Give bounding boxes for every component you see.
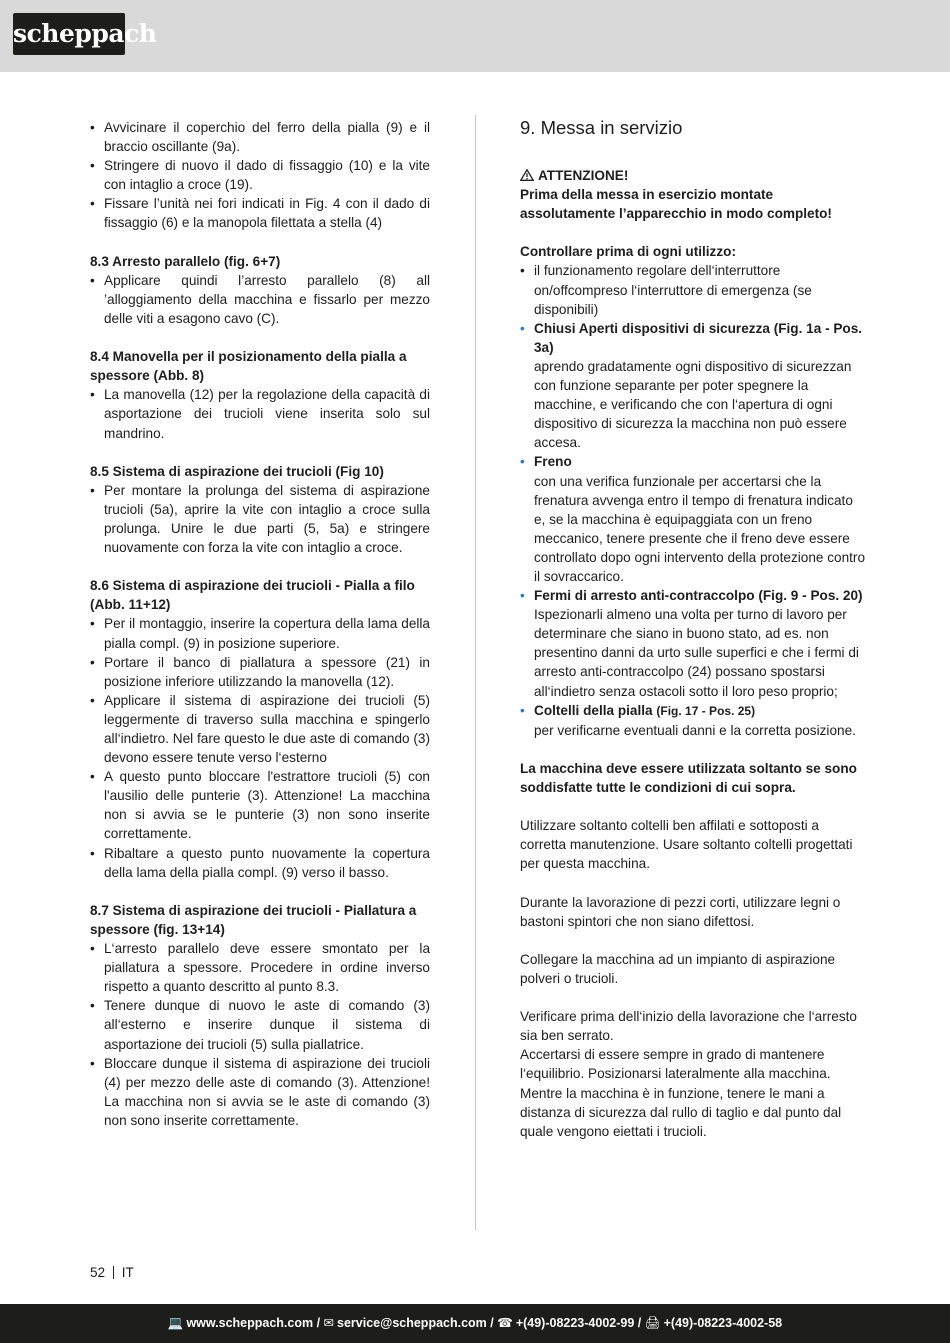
language-code: IT	[121, 1265, 134, 1280]
check-item-ref: (Fig. 17 - Pos. 25)	[656, 703, 756, 718]
list-item: • Portare il banco di piallatura a spessore (21) in posizione inferiore utilizzando la manovella (12).	[90, 653, 430, 691]
check-item-title-line	[534, 701, 865, 721]
footer-fax: +(49)-08223-4002-58	[663, 1316, 783, 1330]
check-intro-list	[520, 261, 865, 318]
footer-contact-bar: 💻 www.scheppach.com / ✉ service@scheppach.com / ☎ +(49)-08223-4002-99 / 🖨 +(49)-08223-4002-58	[0, 1304, 950, 1343]
paragraph: Durante la lavorazione di pezzi corti, utilizzare legni o bastoni spintori che non siano difettosi.	[520, 894, 841, 929]
section-8-3-list	[90, 271, 430, 328]
section-8-6-heading: 8.6 Sistema di aspirazione dei trucioli - Pialla a filo (Abb. 11+12)	[90, 578, 415, 613]
check-item	[520, 586, 865, 701]
footer-web[interactable]: www.scheppach.com	[186, 1316, 314, 1330]
page-number-value: 52	[90, 1265, 106, 1280]
list-item: • Bloccare dunque il sistema di aspirazione dei trucioli (4) per mezzo delle aste di comando (3). Attenzione! La macchina non si avvia se le aste di comando (3) non sono inserite correttamente.	[90, 1054, 430, 1130]
list-item: • Per montare la prolunga del sistema di aspirazione trucioli (5a), aprire la vite con intaglio a croce sulla prolunga. Unire le due parti (5, 5a) e stringere nuovamente con forza la vite con intaglio a croce.	[90, 481, 430, 557]
paragraph: Utilizzare soltanto coltelli ben affilati e sottoposti a corretta manutenzione. Usare soltanto coltelli progettati per questa macchina.	[520, 818, 853, 872]
check-item	[520, 319, 865, 453]
section-8-5-list	[90, 481, 430, 557]
list-item: • A questo punto bloccare l'estrattore trucioli (5) con l'ausilio delle punterie (3). Attenzione! La macchina non si avvia se le punterie (3) non sono inserite correttamente.	[90, 767, 430, 843]
list-item: • L‘arresto parallelo deve essere smontato per la piallatura a spessore. Procedere in ordine inverso rispetto a quanto descritto al punto 8.3.	[90, 939, 430, 996]
check-item-title: Coltelli della pialla	[534, 702, 653, 718]
right-column	[520, 118, 865, 1141]
paragraph: Mentre la macchina è in funzione, tenere le mani a distanza di sicurezza dal rullo di taglio e dal punto dal quale vengono eiettati i trucioli.	[520, 1085, 842, 1139]
check-heading: Controllare prima di ogni utilizzo:	[520, 244, 736, 260]
check-item-text: Ispezionarli almeno una volta per turno di lavoro per determinare che siano in buono stato, ad es. non presentino danni da urto sulle superfici e che i fermi di arresto anti-contraccolpo (24) possano spostarsi all‘indietro senza ostacoli sotto il loro peso proprio;	[534, 607, 859, 699]
check-item-title: • Freno	[534, 454, 572, 470]
section-8-5-heading: 8.5 Sistema di aspirazione dei trucioli (Fig 10)	[90, 463, 384, 479]
list-item: • Per il montaggio, inserire la copertura della lama della pialla compl. (9) in posizione superiore.	[90, 614, 430, 652]
bold-note: La macchina deve essere utilizzata soltanto se sono soddisfatte tutte le condizioni di cui sopra.	[520, 760, 857, 795]
check-list	[520, 319, 865, 740]
scheppach-logo: scheppach	[13, 13, 125, 55]
fax-icon: 🖨	[644, 1316, 661, 1330]
check-item-text: con una verifica funzionale per accertarsi che la frenatura avvenga entro il tempo di frenatura indicato e, se la macchina è equipaggiata con un freno meccanico, tenere presente che il freno deve essere controllato dopo ogni intervento della protezione contro il sovraccarico.	[534, 473, 866, 584]
mail-icon: ✉	[323, 1316, 335, 1330]
list-item: • il funzionamento regolare dell‘interruttore on/offcompreso l‘interruttore di emergenza (se disponibili)	[520, 261, 865, 318]
warning-triangle-icon	[520, 169, 534, 181]
section-8-3-heading: 8.3 Arresto parallelo (fig. 6+7)	[90, 253, 281, 269]
page-number	[90, 1265, 134, 1281]
computer-icon: 💻	[167, 1316, 184, 1330]
intro-list	[90, 118, 430, 233]
header-bar	[0, 0, 950, 72]
column-divider	[475, 115, 476, 1230]
list-item: • La manovella (12) per la regolazione della capacità di asportazione dei trucioli viene inserita solo sul mandrino.	[90, 385, 430, 442]
check-item-text: per verificarne eventuali danni e la corretta posizione.	[534, 722, 856, 738]
list-item: • Applicare quindi l’arresto parallelo (8) all ’alloggiamento della macchina e fissarlo per mezzo delle viti a esagono cavo (C).	[90, 271, 430, 328]
warning-text: Prima della messa in esercizio montate assolutamente l’apparecchio in modo completo!	[520, 187, 832, 222]
check-item	[520, 701, 865, 740]
list-item: • Applicare il sistema di aspirazione dei trucioli (5) leggermente di traverso sulla macchina e spingerlo all‘indietro. Nel fare questo le due aste di comando (3) devono essere tenute verso l‘esterno	[90, 691, 430, 767]
check-item-text: aprendo gradatamente ogni dispositivo di sicurezzan con funzione separante per poter spegnere la macchine, e verificando che con l‘apertura di ogni dispositivo di sicurezza la macchina non può essere accesa.	[534, 358, 852, 451]
footer-email[interactable]: service@scheppach.com	[337, 1316, 487, 1330]
section-8-6-list	[90, 614, 430, 881]
section-9-title: 9. Messa in servizio	[520, 117, 683, 138]
section-8-4-list	[90, 385, 430, 442]
check-item-title: • Chiusi Aperti dispositivi di sicurezza (Fig. 1a - Pos. 3a)	[534, 320, 863, 355]
check-item-title: • Fermi di arresto anti-contraccolpo (Fig. 9 - Pos. 20)	[534, 588, 863, 604]
section-8-7-heading: 8.7 Sistema di aspirazione dei trucioli - Piallatura a spessore (fig. 13+14)	[90, 902, 417, 937]
list-item: • Fissare l’unità nei fori indicati in Fig. 4 con il dado di fissaggio (6) e la manopola filettata a stella (4)	[90, 194, 430, 232]
section-8-4-heading: 8.4 Manovella per il posizionamento della pialla a spessore (Abb. 8)	[90, 349, 407, 384]
paragraph: Accertarsi di essere sempre in grado di mantenere l‘equilibrio. Posizionarsi lateralmente alla macchina.	[520, 1047, 831, 1082]
paragraph: Collegare la macchina ad un impianto di aspirazione polveri o trucioli.	[520, 951, 836, 986]
phone-icon: ☎	[497, 1316, 513, 1330]
footer-phone: +(49)-08223-4002-99	[515, 1316, 635, 1330]
paragraph: Verificare prima dell‘inizio della lavorazione che l‘arresto sia ben serrato.	[520, 1009, 857, 1044]
list-item: • Avvicinare il coperchio del ferro della pialla (9) e il braccio oscillante (9a).	[90, 118, 430, 156]
warning-title-line	[520, 166, 865, 185]
warning-title: ATTENZIONE!	[538, 168, 629, 183]
list-item: • Tenere dunque di nuovo le aste di comando (3) all‘esterno e inserire dunque il sistema di asportazione dei trucioli (5) sulla piallatrice.	[90, 996, 430, 1053]
list-item: • Stringere di nuovo il dado di fissaggio (10) e la vite con intaglio a croce (19).	[90, 156, 430, 194]
section-8-7-list	[90, 939, 430, 1130]
left-column	[90, 118, 430, 1130]
list-item: • Ribaltare a questo punto nuovamente la copertura della lama della pialla compl. (9) verso il basso.	[90, 844, 430, 882]
check-item	[520, 452, 865, 586]
